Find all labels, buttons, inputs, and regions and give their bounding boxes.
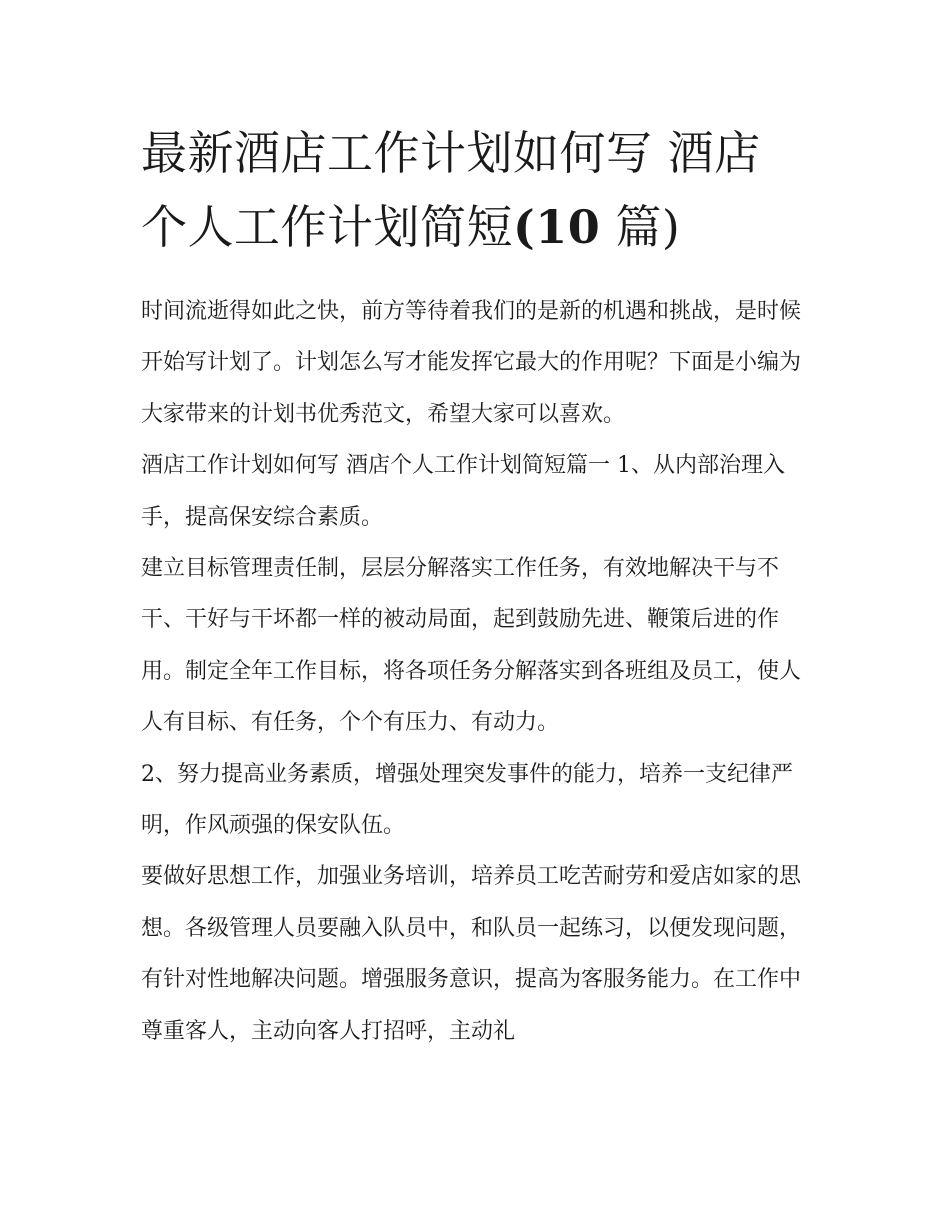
title-line-2-number: (10 — [513, 200, 601, 254]
paragraph-section-2-heading: 2、努力提高业务素质，增强处理突发事件的能力，培养一支纪律严明，作风顽强的保安队伍。 — [141, 761, 793, 839]
document-page — [141, 116, 813, 1057]
title-line-2-prefix: 个人工作计划简短 — [141, 200, 513, 254]
paragraph-responsibility: 建立目标管理责任制，层层分解落实工作任务，有效地解决干与不干、干好与干坏都一样的被动局面，起到鼓励先进、鞭策后进的作用。制定全年工作目标，将各项任务分解落实到各班组及员工，使人人有目标、有任务，个个有压力、有动力。 — [141, 556, 802, 736]
title-line-1: 最新酒店工作计划如何写 酒店 — [141, 126, 761, 180]
document-body — [141, 286, 813, 1057]
paragraph-intro: 时间流逝得如此之快，前方等待着我们的是新的机遇和挑战，是时候开始写计划了。计划怎么写才能发挥它最大的作用呢？下面是小编为大家带来的计划书优秀范文，希望大家可以喜欢。 — [141, 299, 802, 427]
paragraph-section-1-heading: 酒店工作计划如何写 酒店个人工作计划简短篇一 1、从内部治理入手，提高保安综合素质。 — [141, 453, 785, 530]
paragraph-training: 要做好思想工作，加强业务培训，培养员工吃苦耐劳和爱店如家的思想。各级管理人员要融入队员中，和队员一起练习，以便发现问题，有针对性地解决问题。增强服务意识，提高为客服务能力。在工作中尊重客人，主动向客人打招呼，主动礼 — [141, 864, 802, 1044]
document-title — [141, 116, 813, 264]
title-line-2-suffix: 篇) — [600, 200, 681, 254]
